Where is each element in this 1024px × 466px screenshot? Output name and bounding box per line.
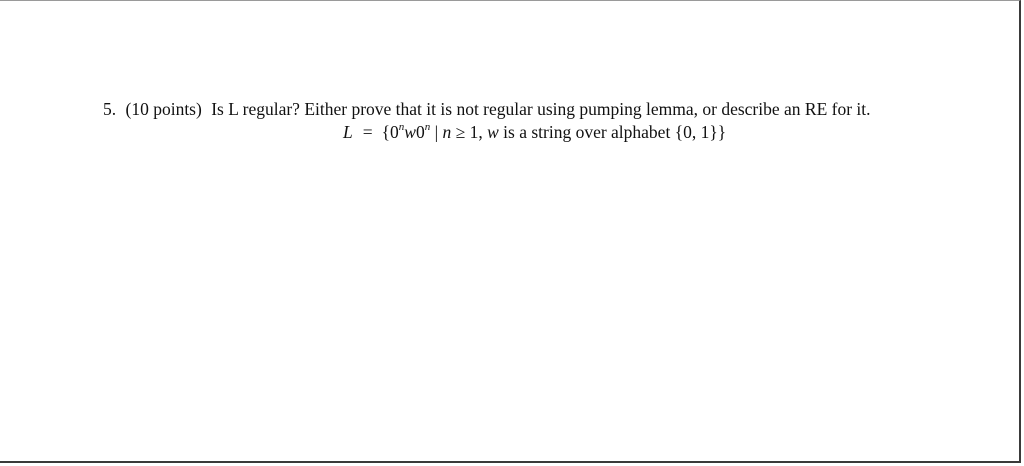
formula-w: w (404, 122, 416, 142)
formula-zero: 0 (415, 122, 425, 142)
question-points: (10 points) (125, 99, 202, 119)
problem-5 (103, 98, 963, 142)
formula-set-open: {0 (381, 122, 399, 142)
formula-alphabet: {0, 1}} (674, 122, 727, 142)
formula-equals: = (362, 122, 373, 142)
question-number: 5. (103, 99, 117, 119)
formula-description: is a string over alphabet (498, 122, 675, 142)
question-line (103, 98, 963, 121)
formula-lhs: L (343, 122, 353, 142)
language-definition (343, 121, 726, 144)
question-text: Is L regular? Either prove that it is not regular using pumping lemma, or describe an RE for it. (211, 99, 871, 119)
formula-bar: | (430, 122, 443, 142)
formula-w2: w (487, 122, 499, 142)
formula-exponent-1: n (398, 121, 405, 134)
formula-n: n (442, 122, 452, 142)
formula-exponent-2: n (424, 121, 431, 134)
formula-geq: ≥ 1, (451, 122, 488, 142)
